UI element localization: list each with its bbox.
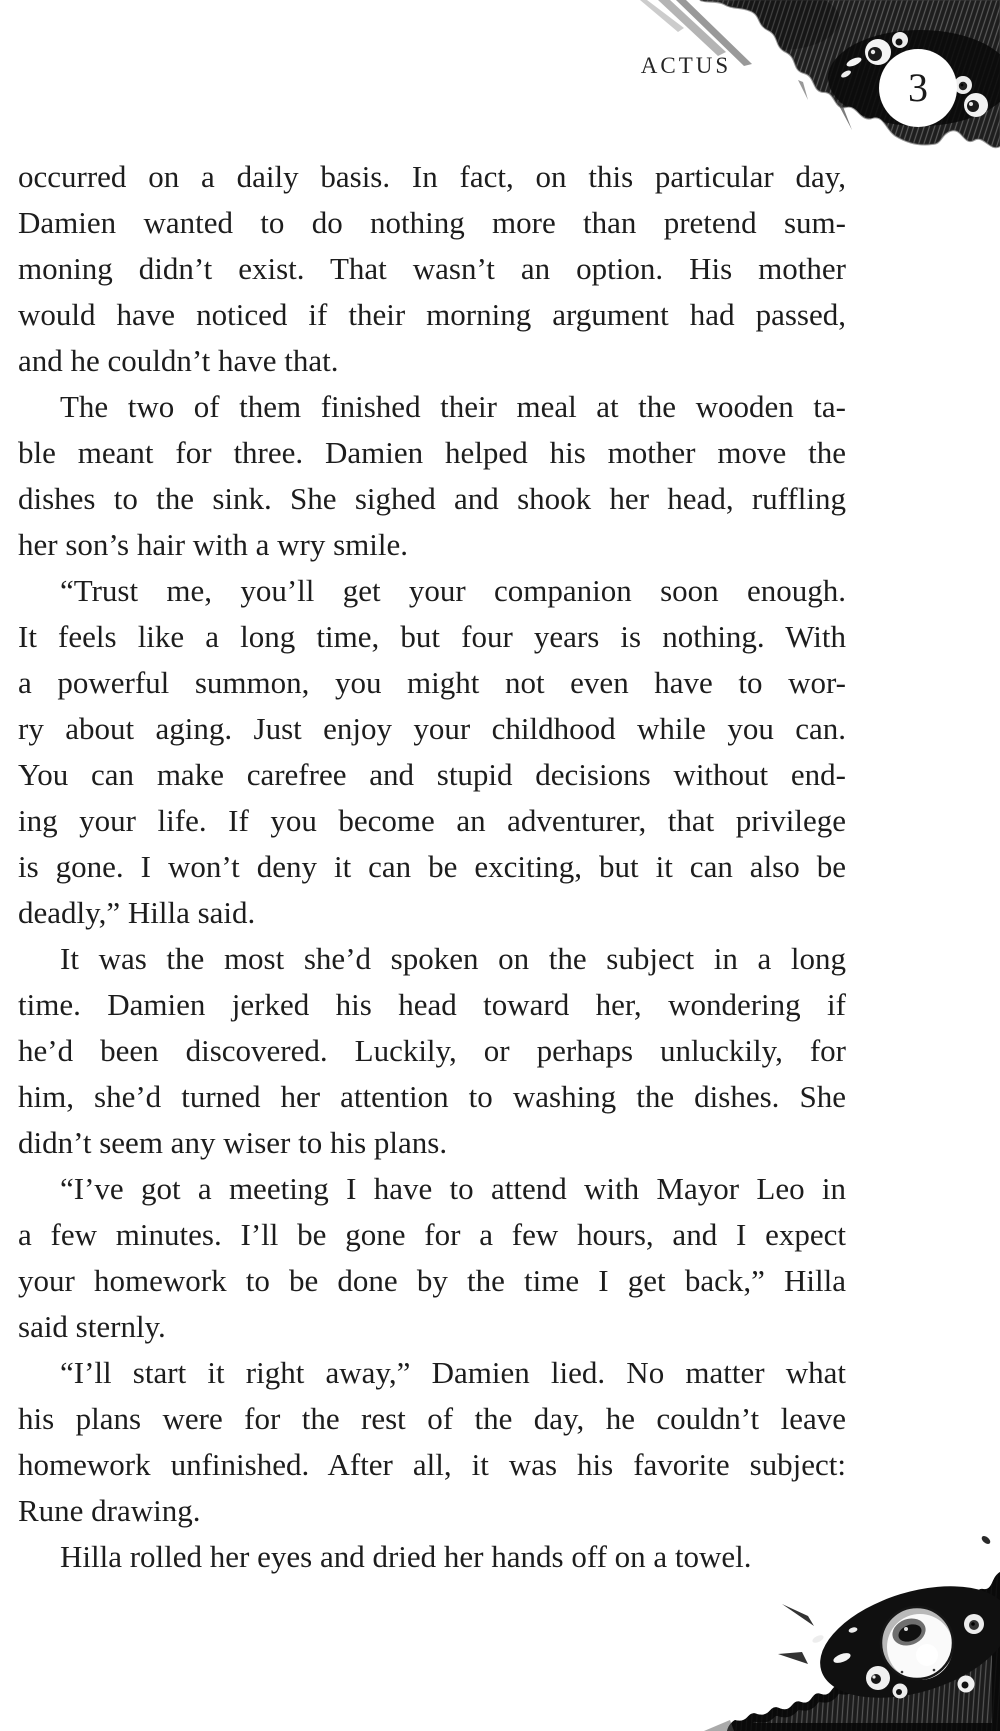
text-line: “I’ve got a meeting I have to attend with Mayor Leo in bbox=[60, 1171, 846, 1206]
text-line: time. Damien jerked his head toward her, wondering if bbox=[18, 987, 846, 1022]
text-line: her son’s hair with a wry smile. bbox=[18, 527, 409, 562]
text-line: “Trust me, you’ll get your companion soon enough. bbox=[60, 573, 846, 608]
text-line: “I’ll start it right away,” Damien lied. No matter what bbox=[60, 1355, 846, 1390]
text-line: occurred on a daily basis. In fact, on this particular day, bbox=[18, 159, 846, 194]
text-line: You can make carefree and stupid decisions without end- bbox=[18, 757, 846, 792]
ink-drip bbox=[798, 80, 808, 100]
paragraph bbox=[18, 936, 846, 1166]
text-line: homework unfinished. After all, it was his favorite subject: bbox=[18, 1447, 846, 1482]
paragraph bbox=[18, 384, 846, 568]
paragraph bbox=[18, 154, 846, 384]
ink-spike bbox=[730, 1690, 756, 1716]
text-line: ble meant for three. Damien helped his mother move the bbox=[18, 435, 846, 470]
ink-fleck bbox=[980, 1534, 992, 1545]
text-line: is gone. I won’t deny it can be exciting, but it can also be bbox=[18, 849, 846, 884]
paragraph bbox=[18, 568, 846, 936]
running-title: ACTUS bbox=[640, 53, 732, 78]
text-line: dishes to the sink. She sighed and shook her head, ruffling bbox=[18, 481, 846, 516]
text-line: your homework to be done by the time I get back,” Hilla bbox=[18, 1263, 846, 1298]
text-line: ing your life. If you become an adventurer, that privilege bbox=[18, 803, 846, 838]
text-line: didn’t seem any wiser to his plans. bbox=[18, 1125, 448, 1160]
text-line: he’d been discovered. Luckily, or perhaps unluckily, for bbox=[18, 1033, 846, 1068]
text-line: a powerful summon, you might not even have to wor- bbox=[18, 665, 846, 700]
text-line: and he couldn’t have that. bbox=[18, 343, 339, 378]
text-line: It feels like a long time, but four years is nothing. With bbox=[18, 619, 846, 654]
text-line: deadly,” Hilla said. bbox=[18, 895, 256, 930]
text-line: ry about aging. Just enjoy your childhood while you can. bbox=[18, 711, 846, 746]
pencil-streak bbox=[704, 1720, 734, 1731]
text-line: his plans were for the rest of the day, he couldn’t leave bbox=[18, 1401, 846, 1436]
text-line: moning didn’t exist. That wasn’t an option. His mother bbox=[18, 251, 846, 286]
text-line: Damien wanted to do nothing more than pretend sum- bbox=[18, 205, 846, 240]
paragraph bbox=[18, 1166, 846, 1350]
body-text bbox=[18, 154, 846, 1580]
text-line: would have noticed if their morning argument had passed, bbox=[18, 297, 846, 332]
text-line: The two of them finished their meal at the wooden ta- bbox=[60, 389, 846, 424]
ink-splatter-bottom-right-illustration bbox=[690, 1420, 1000, 1731]
text-line: a few minutes. I’ll be gone for a few hours, and I expect bbox=[18, 1217, 846, 1252]
page-number-badge bbox=[878, 48, 958, 128]
text-line: Hilla rolled her eyes and dried her hands off on a towel. bbox=[60, 1539, 752, 1574]
text-line: him, she’d turned her attention to washing the dishes. She bbox=[18, 1079, 846, 1114]
text-line: It was the most she’d spoken on the subject in a long bbox=[60, 941, 846, 976]
page-number: 3 bbox=[908, 64, 928, 110]
pencil-streak bbox=[676, 0, 752, 66]
text-line: said sternly. bbox=[18, 1309, 166, 1344]
text-line: Rune drawing. bbox=[18, 1493, 201, 1528]
